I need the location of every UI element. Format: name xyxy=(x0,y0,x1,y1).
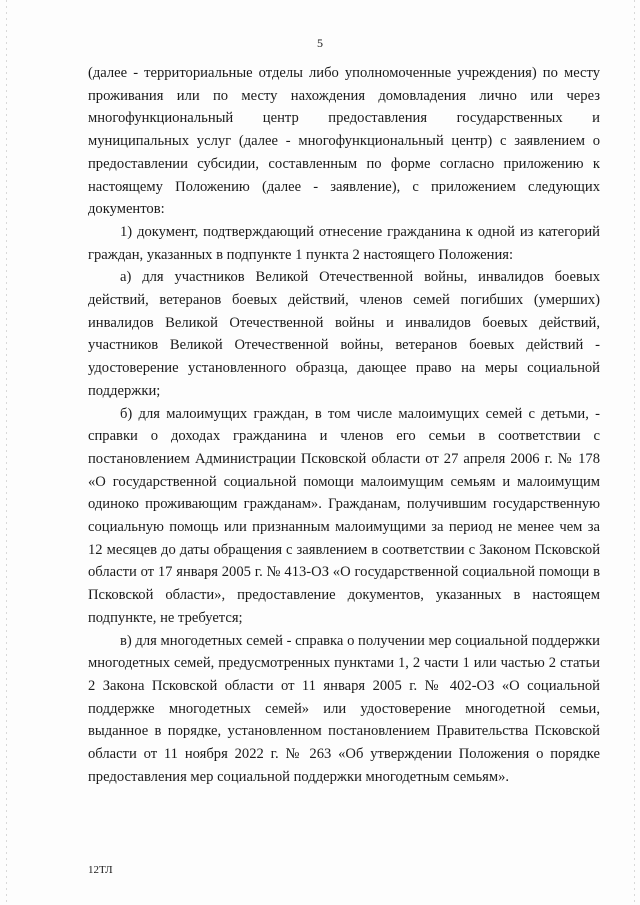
scan-edge-right xyxy=(634,0,635,905)
paragraph-item-1: 1) документ, подтверждающий отнесение гражданина к одной из категорий граждан, указанных в подпункте 1 пункта 2 настоящего Положения: xyxy=(88,223,600,263)
scan-edge-left xyxy=(6,0,7,905)
paragraph-subitem-v: в) для многодетных семей - справка о получении мер социальной поддержки многодетных семей, предусмотренных пунктами 1, 2 части 1 или частью 2 статьи 2 Закона Псковской области от 11 января 2005 г. № 402-ОЗ «О социальной поддержке многодетных семей» или удостоверение многодетной семьи, выданное в порядке, установленном постановлением Правительства Псковской области от 11 ноября 2022 г. № 263 «Об утверждении Положения о порядке предоставления мер социальной поддержки многодетным семьям». xyxy=(88,632,600,785)
paragraph-intro: (далее - территориальные отделы либо уполномоченные учреждения) по месту проживания или по месту нахождения домовладения лично или через многофункциональный центр предоставления государственных и муниципальных услуг (далее - многофункциональный центр) с заявлением о предоставлении субсидии, составленным по форме согласно приложению к настоящему Положению (далее - заявление), с приложением следующих документов: xyxy=(88,65,600,218)
document-body xyxy=(88,62,600,789)
footer-code: 12ТЛ xyxy=(88,864,113,876)
paragraph-subitem-a: а) для участников Великой Отечественной войны, инвалидов боевых действий, ветеранов боевых действий, членов семей погибших (умерших) инвалидов Великой Отечественной войны и инвалидов боевых действий, участников Великой Отечественной войны, ветеранов боевых действий - удостоверение установленного образца, дающее право на меры социальной поддержки; xyxy=(88,269,600,399)
page-number: 5 xyxy=(317,36,323,50)
paragraph-subitem-b: б) для малоимущих граждан, в том числе малоимущих семей с детьми, - справки о доходах гражданина и членов его семьи в соответствии с постановлением Администрации Псковской области от 27 апреля 2006 г. № 178 «О государственной социальной помощи малоимущим семьям и малоимущим одиноко проживающим гражданам». Гражданам, получившим государственную социальную помощь или признанным малоимущими за период не менее чем за 12 месяцев до даты обращения с заявлением в соответствии с Законом Псковской области от 17 января 2005 г. № 413-ОЗ «О государственной социальной помощи в Псковской области», предоставление документов, указанных в настоящем подпункте, не требуется; xyxy=(88,405,600,626)
